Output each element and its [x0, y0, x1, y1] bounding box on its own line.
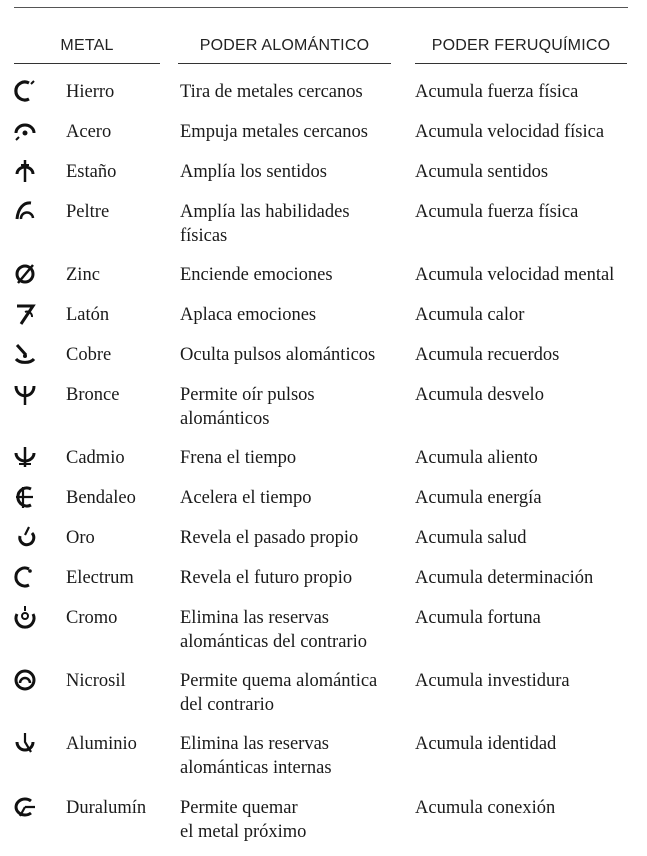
aluminio-symbol-icon: [12, 730, 38, 756]
metal-name: Cadmio: [66, 448, 125, 468]
metal-name: Bronce: [66, 385, 120, 405]
hierro-symbol-icon: [12, 78, 38, 104]
metal-name: Electrum: [66, 568, 134, 588]
metal-name: Hierro: [66, 82, 115, 102]
poder-feruquimico: Acumula fuerza física: [415, 82, 579, 102]
poder-feruquimico: Acumula velocidad física: [415, 122, 605, 142]
poder-feruquimico: Acumula conexión: [415, 798, 556, 818]
duralumin-symbol-icon: [12, 794, 38, 820]
metal-name: Estaño: [66, 162, 117, 182]
poder-alomantico: Elimina las reservas alománticas del contrario: [180, 608, 367, 652]
poder-feruquimico: Acumula fortuna: [415, 608, 541, 628]
poder-feruquimico: Acumula desvelo: [415, 385, 544, 405]
metal-name: Cobre: [66, 345, 112, 365]
poder-feruquimico: Acumula determinación: [415, 568, 594, 588]
poder-alomantico: Tira de metales cercanos: [180, 82, 363, 102]
poder-alomantico: Permite oír pulsos alománticos: [180, 385, 315, 429]
poder-alomantico: Amplía las habilidades físicas: [180, 202, 350, 246]
poder-feruquimico: Acumula fuerza física: [415, 202, 579, 222]
poder-feruquimico: Acumula investidura: [415, 671, 570, 691]
poder-alomantico: Empuja metales cercanos: [180, 122, 368, 142]
poder-alomantico: Enciende emociones: [180, 265, 333, 285]
cromo-symbol-icon: [12, 604, 38, 630]
top-rule: [14, 7, 628, 8]
poder-feruquimico: Acumula energía: [415, 488, 542, 508]
metal-name: Latón: [66, 305, 110, 325]
metal-name: Oro: [66, 528, 95, 548]
poder-alomantico: Permite quema alomántica del contrario: [180, 671, 378, 715]
poder-alomantico: Oculta pulsos alománticos: [180, 345, 376, 365]
poder-alomantico: Frena el tiempo: [180, 448, 297, 468]
poder-feruquimico: Acumula velocidad mental: [415, 265, 615, 285]
poder-feruquimico: Acumula aliento: [415, 448, 538, 468]
poder-alomantico: Revela el futuro propio: [180, 568, 353, 588]
estano-symbol-icon: [12, 158, 38, 184]
metal-name: Cromo: [66, 608, 118, 628]
poder-alomantico: Permite quemar el metal próximo: [180, 798, 307, 842]
metal-name: Bendaleo: [66, 488, 136, 508]
metal-name: Duralumín: [66, 798, 147, 818]
bronce-symbol-icon: [12, 381, 38, 407]
poder-alomantico: Amplía los sentidos: [180, 162, 327, 182]
poder-alomantico: Revela el pasado propio: [180, 528, 359, 548]
cobre-symbol-icon: [12, 341, 38, 367]
poder-feruquimico: Acumula calor: [415, 305, 525, 325]
nicrosil-symbol-icon: [12, 667, 38, 693]
peltre-symbol-icon: [12, 198, 38, 224]
bendaleo-symbol-icon: [12, 484, 38, 510]
metal-name: Acero: [66, 122, 112, 142]
acero-symbol-icon: [12, 118, 38, 144]
electrum-symbol-icon: [12, 564, 38, 590]
laton-symbol-icon: [12, 301, 38, 327]
poder-alomantico: Elimina las reservas alománticas internas: [180, 734, 332, 778]
poder-feruquimico: Acumula salud: [415, 528, 527, 548]
metal-name: Zinc: [66, 265, 100, 285]
metal-name: Aluminio: [66, 734, 137, 754]
header-metal: METAL: [14, 37, 160, 64]
oro-symbol-icon: [12, 524, 38, 550]
poder-feruquimico: Acumula recuerdos: [415, 345, 560, 365]
poder-feruquimico: Acumula sentidos: [415, 162, 549, 182]
zinc-symbol-icon: [12, 261, 38, 287]
header-poder-feruquimico: PODER FERUQUÍMICO: [415, 37, 627, 64]
header-poder-alomantico: PODER ALOMÁNTICO: [178, 37, 391, 64]
poder-feruquimico: Acumula identidad: [415, 734, 557, 754]
metal-name: Peltre: [66, 202, 110, 222]
cadmio-symbol-icon: [12, 444, 38, 470]
metal-name: Nicrosil: [66, 671, 126, 691]
poder-alomantico: Aplaca emociones: [180, 305, 317, 325]
poder-alomantico: Acelera el tiempo: [180, 488, 312, 508]
